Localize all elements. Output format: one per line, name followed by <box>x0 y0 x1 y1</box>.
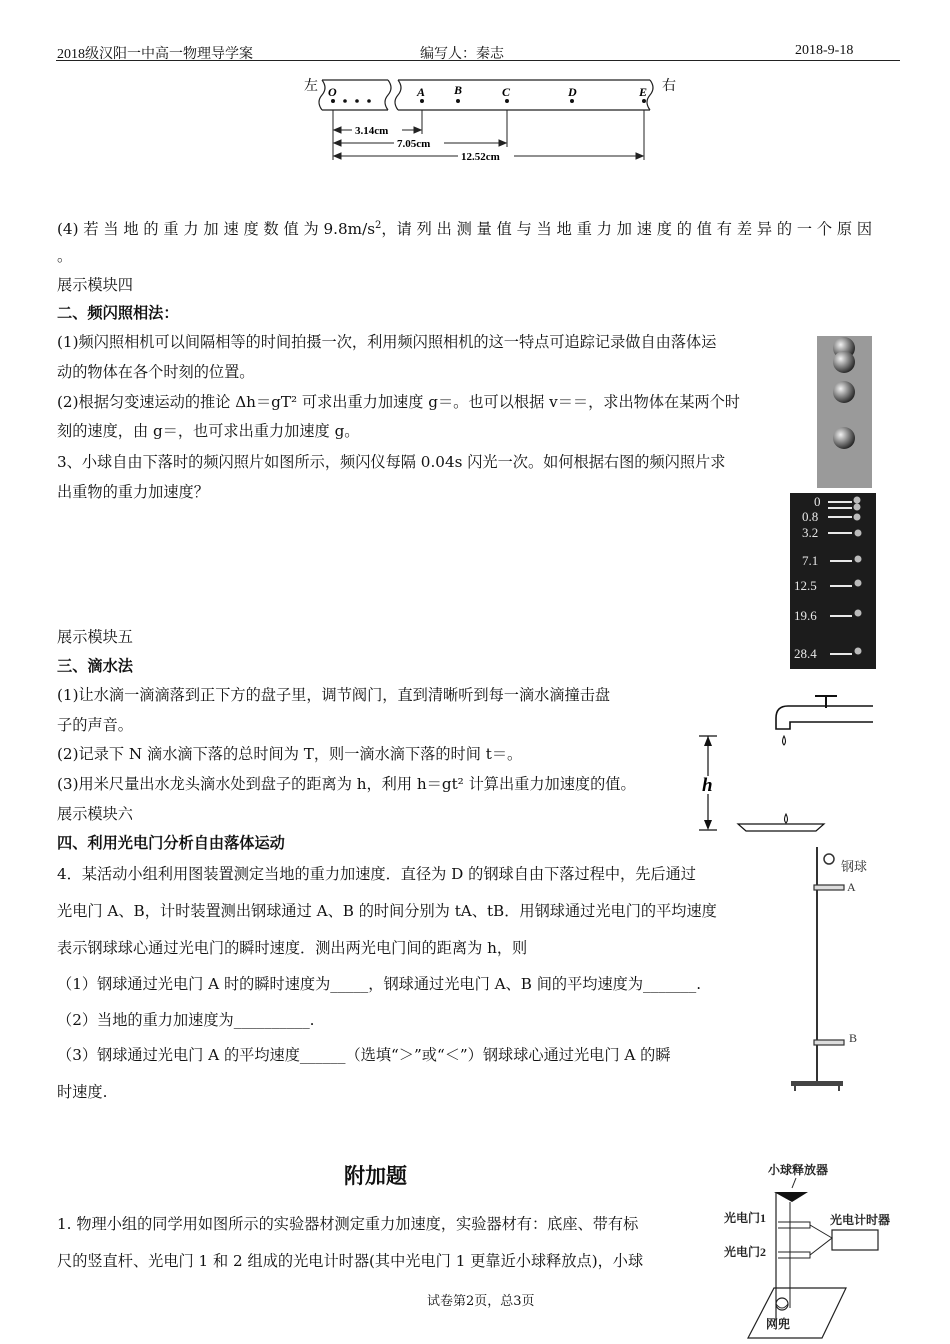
ruler-mark-2: 3.2 <box>802 525 819 540</box>
q4-part-line1: (4) 若 当 地 的 重 力 加 速 度 数 值 为 $9.8m/s^2$，请 列 出 测 量 值 与 当 地 重 力 加 速 度 的 值 有 差 异 的 一 个 原 因 <box>57 220 873 239</box>
header-author: 编写人：秦志 <box>420 47 504 62</box>
module5-title: 展示模块五 <box>57 628 133 646</box>
fig-gate1-label: 光电门1 <box>724 1211 767 1225</box>
tape-point-b: B <box>454 83 463 97</box>
header-rule <box>56 60 900 61</box>
extra-title: 附加题 <box>344 1164 407 1188</box>
fig-gate2-label: 光电门2 <box>724 1245 767 1259</box>
module4-p1-line1: (1)频闪照相机可以间隔相等的时间拍摄一次，利用频闪照相机的这一特点可追踪记录做自由落体运 <box>57 333 717 351</box>
ruler-mark-1: 0.8 <box>802 509 819 524</box>
module4-p2-line1: (2)根据匀变速运动的推论 Δh＝gT² 可求出重力加速度 g＝。也可以根据 v＝＝，求出物体在某两个时 <box>57 393 740 411</box>
module6-title: 展示模块六 <box>57 805 133 823</box>
tape-point-c: C <box>502 85 511 99</box>
drip-h-label: h <box>702 775 713 796</box>
extra-q1-line2: 尺的竖直杆、光电门 1 和 2 组成的光电计时器(其中光电门 1 更靠近小球释放点)，小球 <box>57 1252 644 1270</box>
stand-gate-a-label: A <box>847 880 856 894</box>
ruler-mark-5: 19.6 <box>794 608 817 623</box>
module4-q3-line1: 3、小球自由下落时的频闪照片如图所示，频闪仪每隔 0.04s 闪光一次。如何根据右图的频闪照片求 <box>57 453 726 471</box>
tape-distance-2: 7.05cm <box>397 138 431 150</box>
ruler-mark-6: 28.4 <box>794 646 817 661</box>
extra-q1-line1: 1. 物理小组的同学用如图所示的实验器材测定重力加速度，实验器材有：底座、带有标 <box>57 1215 639 1233</box>
module4-p2-line2: 刻的速度，由 g＝，也可求出重力加速度 g。 <box>57 422 360 440</box>
module6-q4-line2: 光电门 A、B，计时装置测出钢球通过 A、B 的时间分别为 tA、tB．用钢球通过光电门的平均速度 <box>57 902 717 920</box>
release-timer-figure <box>718 1158 908 1340</box>
module6-sub3-line1: （3）钢球通过光电门 A 的平均速度______（选填“＞”或“＜”）钢球球心通过光电门 A 的瞬 <box>57 1046 671 1064</box>
module6-q4-line3: 表示钢球球心通过光电门的瞬时速度．测出两光电门间的距离为 h，则 <box>57 939 528 957</box>
photogate-stand-figure <box>783 845 883 1095</box>
header-left: 2018级汉阳一中高一物理导学案 <box>57 47 253 62</box>
stand-gate-b-label: B <box>849 1031 858 1045</box>
module4-heading: 二、频闪照相法： <box>57 304 179 322</box>
module5-p3: (3)用米尺量出水龙头滴水处到盘子的距离为 h，利用 h＝gt² 计算出重力加速度的值。 <box>57 775 636 793</box>
fig-release-label: 小球释放器 <box>768 1163 829 1177</box>
paper-tape-figure <box>300 72 680 172</box>
tape-point-e: E <box>639 85 648 99</box>
tape-distance-1: 3.14cm <box>355 125 389 137</box>
tape-distance-3: 12.52cm <box>461 151 500 163</box>
tape-right-label: 右 <box>662 79 676 94</box>
module6-sub2: （2）当地的重力加速度为__________. <box>57 1011 315 1029</box>
tape-point-o: O <box>328 85 337 99</box>
page-footer: 试卷第2页，总3页 <box>427 1294 535 1309</box>
ruler-mark-0: 0 <box>814 494 821 509</box>
module4-title: 展示模块四 <box>57 276 133 294</box>
module5-p1-line2: 子的声音。 <box>57 716 133 734</box>
strobe-photo <box>817 336 872 488</box>
module5-heading: 三、滴水法 <box>57 657 133 675</box>
module5-p1-line1: (1)让水滴一滴滴落到正下方的盘子里，调节阀门，直到清晰听到每一滴水滴撞击盘 <box>57 686 611 704</box>
tape-point-a: A <box>417 85 426 99</box>
module6-sub3-line2: 时速度. <box>57 1083 108 1101</box>
ruler-mark-3: 7.1 <box>802 553 819 568</box>
tape-point-d: D <box>568 85 577 99</box>
q4-part-line2: 。 <box>57 247 73 265</box>
fig-net-label: 网兜 <box>766 1317 791 1331</box>
module4-p1-line2: 动的物体在各个时刻的位置。 <box>57 363 255 381</box>
stand-ball-label: 钢球 <box>841 859 868 874</box>
tape-left-label: 左 <box>304 79 318 94</box>
module6-q4-line1: 4．某活动小组利用图装置测定当地的重力加速度．直径为 D 的钢球自由下落过程中，先后通过 <box>57 865 696 883</box>
faucet-drip-figure <box>690 684 880 836</box>
header-date: 2018-9-18 <box>795 43 854 58</box>
ruler-strobe-photo <box>790 493 876 669</box>
module4-q3-line2: 出重物的重力加速度？ <box>57 483 209 501</box>
module6-heading: 四、利用光电门分析自由落体运动 <box>57 834 285 852</box>
fig-timer-label: 光电计时器 <box>830 1213 891 1227</box>
module6-sub1: （1）钢球通过光电门 A 时的瞬时速度为_____，钢球通过光电门 A、B 间的平均速度为_______. <box>57 975 702 993</box>
module5-p2: (2)记录下 N 滴水滴下落的总时间为 T，则一滴水滴下落的时间 t＝。 <box>57 745 523 763</box>
ruler-mark-4: 12.5 <box>794 578 817 593</box>
